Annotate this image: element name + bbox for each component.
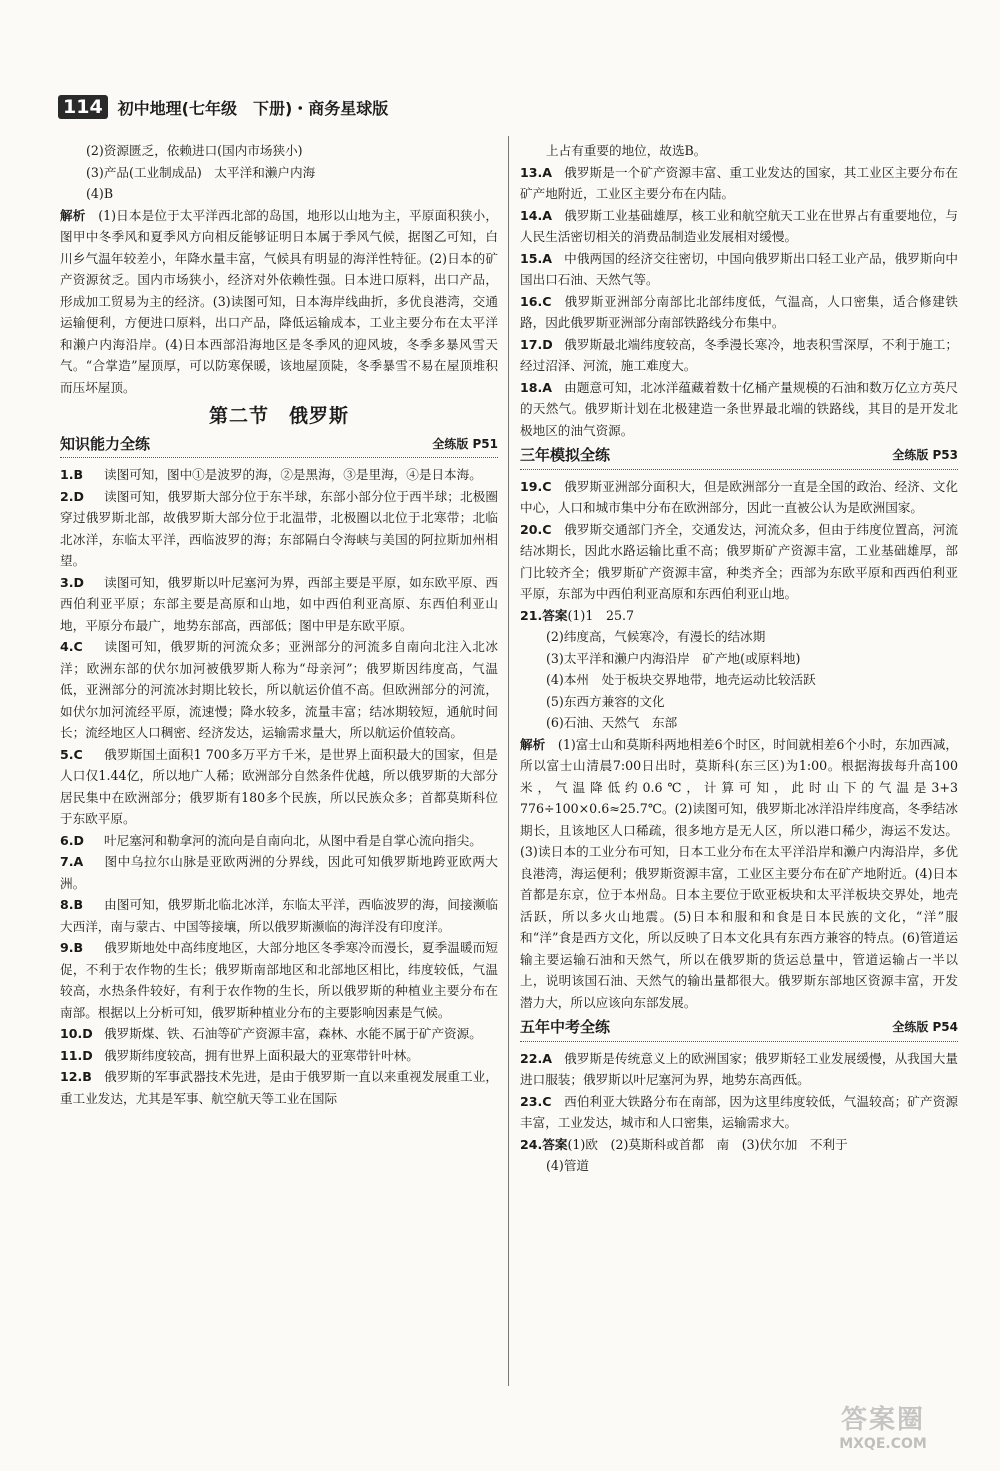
question-number: 5.C <box>60 746 83 762</box>
question-number: 3.D <box>60 574 85 590</box>
question-number: 16.C <box>520 293 552 309</box>
answer-item <box>60 937 498 1023</box>
answer-item <box>60 894 498 937</box>
section-bar-title: 五年中考全练 <box>520 1018 611 1036</box>
question-number: 11.D <box>60 1047 93 1063</box>
question-number: 10.D <box>60 1026 93 1041</box>
answer-line: (5)东西方兼容的文化 <box>546 693 665 709</box>
answer-text: 读图可知，俄罗斯以叶尼塞河为界，西部主要是平原，如东欧平原、西西伯利亚平原；东部主要是高原和山地，如中西伯利亚高原、东西伯利亚山地，平原分布最广，地势东部高，西部低；图中甲是东欧平原。 <box>60 574 498 633</box>
analysis-paragraph <box>60 205 498 399</box>
analysis-label: 解析 <box>520 736 546 752</box>
watermark-logo <box>788 1399 978 1459</box>
question-number: 8.B <box>60 897 84 912</box>
question-number: 7.A <box>60 854 84 869</box>
answer-item <box>520 162 958 205</box>
section-bar-ref: 全练版 P51 <box>432 436 498 451</box>
section-bar <box>60 434 498 459</box>
answer-text: 中俄两国的经济交往密切，中国向俄罗斯出口轻工业产品，俄罗斯向中国出口石油、天然气等。 <box>520 250 958 287</box>
analysis-label: 解析 <box>60 207 86 223</box>
answer-line: (2)资源匮乏，依赖进口(国内市场狭小) <box>86 143 303 158</box>
question-number: 12.B <box>60 1069 92 1084</box>
answer-item <box>60 1023 498 1045</box>
answer-item <box>520 291 958 334</box>
right-column <box>520 140 958 1177</box>
answer-item <box>520 1134 958 1156</box>
question-number: 1.B <box>60 467 84 482</box>
question-number: 22.A <box>520 1050 553 1066</box>
section-bar-title: 三年模拟全练 <box>520 446 611 464</box>
analysis-paragraph <box>520 734 958 1014</box>
answer-item <box>60 851 498 894</box>
watermark-text: 答案圈 <box>840 1405 925 1435</box>
book-title: 初中地理(七年级 下册)・商务星球版 <box>117 98 389 118</box>
answer-item <box>520 519 958 605</box>
answer-text: (1)欧 (2)莫斯科或首都 南 (3)伏尔加 不利于 <box>567 1136 848 1152</box>
answer-text: 俄罗斯是传统意义上的欧洲国家；俄罗斯轻工业发展缓慢，从我国大量进口服装；俄罗斯以叶尼塞河为界，地势东高西低。 <box>520 1050 958 1087</box>
answer-item <box>60 636 498 744</box>
question-number: 13.A <box>520 164 553 180</box>
answer-item <box>60 744 498 830</box>
analysis-text: (1)日本是位于太平洋西北部的岛国，地形以山地为主，平原面积狭小，图甲中冬季风和夏季风方向相反能够证明日本属于季风气候，据图乙可知，白川乡气温年较差小，年降水量丰富，气候具有明显的海洋性特征。(2)日本的矿产资源贫乏。国内市场狭小，经济对外依赖性强。日本进口原料，出口产品，形成加工贸易为主的经济。(3)读图可知，日本海岸线曲折，多优良港湾，交通运输便利，方便进口原料，出口产品，降低运输成本，工业主要分布在太平洋和濑户内海沿岸。(4)日本西部沿海地区是冬季风的迎风坡，冬季多暴风雪天气。“合掌造”屋顶厚，可以防寒保暖，该地屋顶陡，冬季暴雪不易在屋顶堆积而压坏屋顶。 <box>60 207 499 395</box>
question-number: 23.C <box>520 1093 552 1109</box>
answer-item <box>520 205 958 248</box>
answer-item <box>60 572 498 637</box>
answer-line: (3)太平洋和濑户内海沿岸 矿产地(或原料地) <box>546 650 801 666</box>
answer-text: 俄罗斯是一个矿产资源丰富、重工业发达的国家，其工业区主要分布在矿产地附近，工业区主要分布在内陆。 <box>520 164 958 201</box>
section-bar-ref: 全练版 P53 <box>892 448 958 462</box>
answer-text: 俄罗斯亚洲部分面积大，但是欧洲部分一直是全国的政治、经济、文化中心，人口和城市集中分布在欧洲部分，因此一直被公认为是欧洲国家。 <box>520 478 958 515</box>
section-bar-title: 知识能力全练 <box>60 434 151 453</box>
answer-text: 俄罗斯煤、铁、石油等矿产资源丰富，森林、水能不属于矿产资源。 <box>104 1026 482 1041</box>
page-number: 114 <box>58 95 108 119</box>
question-number: 6.D <box>60 832 85 848</box>
answer-item <box>520 248 958 291</box>
question-number: 15.A <box>520 250 553 266</box>
answer-item <box>520 476 958 519</box>
answer-text: 俄罗斯工业基础雄厚，核工业和航空航天工业在世界占有重要地位，与人民生活密切相关的消费品制造业发展相对缓慢。 <box>520 207 958 244</box>
answer-text: 由题意可知，北冰洋蕴藏着数十亿桶产量规模的石油和数万亿立方英尺的天然气。俄罗斯计划在北极建造一条世界最北端的铁路线，其目的是开发北极地区的油气资源。 <box>520 379 958 438</box>
question-number: 24.答案 <box>520 1136 568 1152</box>
answer-text: 俄罗斯最北端纬度较高，冬季漫长寒冷，地表积雪深厚，不利于施工；经过沼泽、河流，施工难度大。 <box>520 336 958 373</box>
answer-item <box>60 830 498 852</box>
answer-item <box>60 1066 498 1109</box>
watermark-url: MXQE.COM <box>839 1436 927 1452</box>
section-bar-ref: 全练版 P54 <box>892 1020 958 1034</box>
answer-text: (1)1 25.7 <box>567 607 634 623</box>
answer-item <box>520 334 958 377</box>
answer-text: 俄罗斯地处中高纬度地区，大部分地区冬季寒冷而漫长，夏季温暖而短促，不利于农作物的生长；俄罗斯南部地区和北部地区相比，纬度较低，气温较高，水热条件较好，有利于农作物的生长，所以俄罗斯的种植业主要分布在南部。根据以上分析可知，俄罗斯种植业分布的主要影响因素是气候。 <box>60 940 498 1020</box>
answer-line: (4)管道 <box>546 1158 590 1173</box>
answer-text: 俄罗斯交通部门齐全，交通发达，河流众多，但由于纬度位置高，河流结冰期长，因此水路运输比重不高；俄罗斯矿产资源丰富，工业基础雄厚，部门比较齐全；俄罗斯矿产资源丰富，种类齐全；西部为东欧平原和西西伯利亚平原，东部为中西伯利亚高原和东西伯利亚山地。 <box>520 521 958 601</box>
answer-text: 读图可知，图中①是波罗的海，②是黑海，③是里海，④是日本海。 <box>104 467 482 482</box>
answer-item <box>520 1048 958 1091</box>
question-number: 20.C <box>520 521 552 537</box>
answer-text: 读图可知，俄罗斯的河流众多；亚洲部分的河流多自南向北注入北冰洋；欧洲东部的伏尔加河被俄罗斯人称为“母亲河”；俄罗斯因纬度高，气温低，亚洲部分的河流冰封期比较长，所以航运价值不高。但欧洲部分的河流，如伏尔加河流经平原，流速慢；降水较多，流量丰富；结冰期较短，通航时间长；流经地区人口稠密、经济发达，运输需求量大，所以航运价值较高。 <box>60 639 498 740</box>
answer-item <box>520 1091 958 1134</box>
section-bar <box>520 445 958 470</box>
question-number: 19.C <box>520 478 552 494</box>
answer-text: 叶尼塞河和勒拿河的流向是自南向北，从图中看是自掌心流向指尖。 <box>104 832 482 848</box>
column-divider <box>508 136 509 1386</box>
answer-text: 俄罗斯国土面积1 700多万平方千米，是世界上面积最大的国家，但是人口仅1.44亿，所以地广人稀；欧洲部分自然条件优越，所以俄罗斯的大部分居民集中在欧洲部分；俄罗斯有180多个民族，所以民族众多；首都莫斯科位于东欧平原。 <box>60 746 498 826</box>
question-number: 2.D <box>60 488 85 504</box>
section-title: 第二节 俄罗斯 <box>208 405 349 427</box>
answer-text: 西伯利亚大铁路分布在南部，因为这里纬度较低，气温较高；矿产资源丰富，工业发达，城市和人口密集，运输需求大。 <box>520 1093 958 1130</box>
answer-item <box>520 377 958 442</box>
answer-item <box>60 1045 498 1067</box>
continuation-line: 上占有重要的地位，故选B。 <box>546 143 707 158</box>
question-number: 4.C <box>60 639 83 654</box>
page-header <box>58 92 958 122</box>
answer-text: 图中乌拉尔山脉是亚欧两洲的分界线，因此可知俄罗斯地跨亚欧两大洲。 <box>60 854 498 891</box>
left-column <box>60 140 498 1109</box>
question-number: 18.A <box>520 379 553 395</box>
question-number: 14.A <box>520 207 553 223</box>
answer-text: 俄罗斯亚洲部分南部比北部纬度低，气温高，人口密集，适合修建铁路，因此俄罗斯亚洲部分南部铁路线分布集中。 <box>520 293 958 330</box>
analysis-text: (1)富士山和莫斯科两地相差6个时区，时间就相差6个小时，东加西减，所以富士山清晨7:00日出时，莫斯科(东三区)为1:00。根据海拔每升高100米，气温降低约0.6℃，计算可知，此时山下的气温是3+3 776÷100×0.6≈25.7℃。(2)读图可知，俄罗斯北冰洋沿岸纬度高，冬季结冰期长，且该地区人口稀疏，很多地方是无人区，所以港口稀少，海运不发达。(3)读日本的工业分布可知，日本工业分布在太平洋沿岸和濑户内海沿岸，多优良港湾，海运便利；俄罗斯资源丰富，工业区主要分布在矿产地附近。(4)日本首都是东京，位于本州岛。日本主要位于欧亚板块和太平洋板块交界处，地壳活跃，所以多火山地震。(5)日本和服和和食是日本民族的文化，“洋”服和“洋”食是西方文化，所以反映了日本文化具有东西方兼容的特点。(6)管道运输主要运输石油和天然气，所以在俄罗斯的货运总量中，管道运输占一半以上，说明该国石油、天然气的输出量都很大。俄罗斯东部地区资源丰富，开发潜力大，所以应该向东部发展。 <box>520 736 959 1010</box>
answer-item <box>520 605 958 627</box>
answer-item <box>60 464 498 486</box>
question-number: 9.B <box>60 940 84 955</box>
answer-line: (3)产品(工业制成品) 太平洋和濑户内海 <box>86 164 316 180</box>
question-number: 21.答案 <box>520 607 568 623</box>
section-bar <box>520 1017 958 1042</box>
answer-line: (6)石油、天然气 东部 <box>546 715 678 730</box>
answer-text: 读图可知，俄罗斯大部分位于东半球，东部小部分位于西半球；北极圈穿过俄罗斯北部，故俄罗斯大部分位于北温带，北极圈以北位于北寒带；北临北冰洋，东临太平洋，西临波罗的海；东部隔白令海峡与美国的阿拉斯加州相望。 <box>60 488 498 568</box>
answer-line: (2)纬度高，气候寒冷，有漫长的结冰期 <box>546 629 766 644</box>
question-number: 17.D <box>520 336 553 352</box>
answer-line: (4)B <box>86 186 114 201</box>
answer-text: 俄罗斯的军事武器技术先进，是由于俄罗斯一直以来重视发展重工业，重工业发达，尤其是军事、航空航天等工业在国际 <box>60 1069 498 1106</box>
answer-text: 俄罗斯纬度较高，拥有世界上面积最大的亚寒带针叶林。 <box>104 1047 419 1063</box>
answer-text: 由图可知，俄罗斯北临北冰洋，东临太平洋，西临波罗的海，间接濒临大西洋，南与蒙古、中国等接壤，所以俄罗斯濒临的海洋没有印度洋。 <box>60 897 498 934</box>
answer-line: (4)本州 处于板块交界地带，地壳运动比较活跃 <box>546 672 816 687</box>
answer-item <box>60 486 498 572</box>
